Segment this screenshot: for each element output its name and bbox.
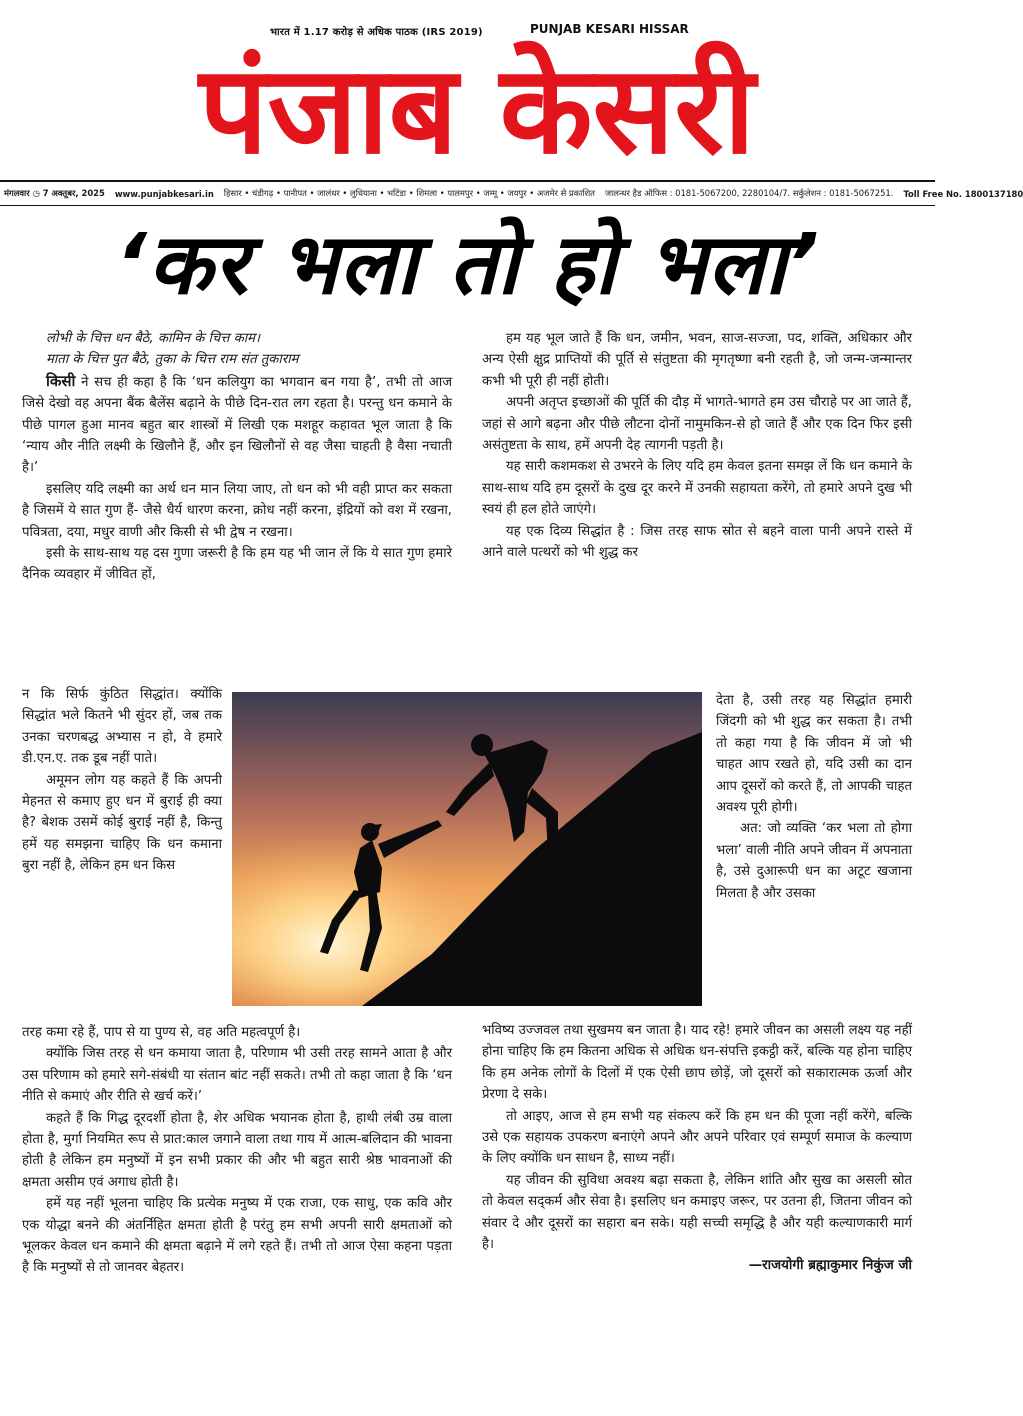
- paragraph-3: इसी के साथ-साथ यह दस गुणा जरूरी है कि हम यह भी जान लें कि ये सात गुण हमारे दैनिक व्यवहार में जीवित हों,: [22, 546, 452, 583]
- verse-line-1: लोभी के चित्त धन बैठे, कामिन के चित्त काम।: [46, 331, 261, 346]
- paragraph-7: हमें यह नहीं भूलना चाहिए कि प्रत्येक मनुष्य में एक राजा, एक साधु, एक कवि और एक योद्धा बनने की अंतर्निहित क्षमता होती है परंतु हम सभी अपनी सारी क्षमताओं को भूलकर केवल धन कमाने की क्षमता बढ़ाने में लगे रहते हैं। तभी तो आज ऐसा कहना पड़ता है कि मनुष्यों से तो जानवर बेहतर।: [22, 1196, 452, 1276]
- left-column-narrow: [22, 684, 222, 877]
- right-paragraph-4: यह एक दिव्य सिद्धांत है : जिस तरह साफ स्रोत से बहने वाला पानी अपने रास्ते में आने वाले पत्थरों को भी शुद्ध कर: [482, 523, 912, 561]
- right-paragraph-7: यह जीवन की सुविधा अवश्य बढ़ा सकता है, लेकिन शांति और सुख का असली स्रोत तो केवल सद्कर्म और सेवा है। इसलिए धन कमाइए जरूर, पर उतना ही, जितना जीवन को संवार दे और दूसरों का सहारा बन सके। यही सच्ची समृद्धि है और यही कल्याणकारी मार्ग है।: [482, 1172, 912, 1253]
- newspaper-logo: [196, 14, 760, 181]
- right-column-narrow: [716, 690, 912, 904]
- right-paragraph-2: अपनी अतृप्त इच्छाओं की पूर्ति की दौड़ में भागते-भागते हम उस चौराहे पर आ जाते हैं, जहां से आगे बढ़ना और पीछे लौटना दोनों नामुमकिन-से हो जाते हैं और एक दिन फिर इसी असंतुष्टता के साथ, हमें अपनी देह त्यागनी पड़ती है।: [482, 395, 912, 454]
- right-paragraph-6: तो आइए, आज से हम सभी यह संकल्प करें कि हम धन की पूजा नहीं करेंगे, बल्कि उसे एक सहायक उपकरण बनाएंगे अपने और अपने परिवार एवं सम्पूर्ण समाज के कल्याण के लिए क्योंकि धन साधन है, साध्य नहीं।: [482, 1108, 912, 1167]
- left-column-top: [22, 328, 452, 586]
- paragraph-5: क्योंकि जिस तरह से धन कमाया जाता है, परिणाम भी उसी तरह सामने आता है और उस परिणाम को हमारे सगे-संबंधी या संतान बांट नहीं सकते। तभी तो कहा जाता है कि ‘धन नीति से कमाएं और रीति से खर्च करें।’: [22, 1046, 452, 1105]
- publication-cities: हिसार • चंडीगढ़ • पानीपत • जालंधर • लुधियाना • भटिंडा • शिमला • पालमपुर • जम्मू • जयपुर • अजमेर से प्रकाशित: [223, 188, 595, 198]
- paragraph-6: कहते हैं कि गिद्ध दूरदर्शी होता है, शेर अधिक भयानक होता है, हाथी लंबी उम्र वाला होता है, मुर्गा नियमित रूप से प्रात:काल जगाने वाला तथा गाय में आत्म-बलिदान की भावना होती है लेकिन हम मनुष्यों में इन सभी प्रकार की और भी बहुत सारी श्रेष्ठ भावनाओं की क्षमता असीम एवं अगाध होती है।: [22, 1110, 452, 1190]
- website-link[interactable]: www.punjabkesari.in: [114, 188, 214, 199]
- article-photo: [232, 692, 702, 1006]
- paragraph-4b: तरह कमा रहे हैं, पाप से या पुण्य से, वह अति महत्वपूर्ण है।: [22, 1025, 301, 1040]
- lead-word: किसी: [46, 371, 76, 390]
- office-numbers: जालन्धर हैड ऑफिस : 0181-5067200, 2280104/7. सर्कुलेशन : 0181-5067251.: [604, 188, 894, 198]
- left-column-bottom: [22, 1022, 452, 1279]
- paragraph-1: [22, 371, 452, 479]
- masthead: [0, 0, 935, 180]
- logo-text: पंजाब केसरी: [197, 39, 760, 181]
- right-paragraph-5b: भविष्य उज्जवल तथा सुखमय बन जाता है। याद रहे! हमारे जीवन का असली लक्ष्य यह नहीं होना चाहिए कि हम कितना अधिक से अधिक धन-संपत्ति इकट्ठी करें, बल्कि यह होना चाहिए कि हम अनेक लोगों के दिलों में एक ऐसी छाप छोड़ें, जो दूसरों को सकारात्मक ऊर्जा और प्रेरणा दे सके।: [482, 1023, 912, 1103]
- article-headline: ‘कर भला तो हो भला’: [114, 215, 821, 313]
- dateline-bar: [0, 180, 1023, 206]
- verse-line-2: माता के चित्त पुत बैठे, तुका के चित्त राम संत तुकाराम: [46, 352, 299, 368]
- paragraph-3b: न कि सिर्फ कुंठित सिद्धांत। क्योंकि सिद्धांत भले कितने भी सुंदर हों, जब तक उनका चरणबद्ध अभ्यास न हो, वे हमारे डी.एन.ए. तक डूब नहीं पाते।: [22, 687, 222, 767]
- right-paragraph-4b: देता है, उसी तरह यह सिद्धांत हमारी जिंदगी को भी शुद्ध कर सकता है। तभी तो कहा गया है कि जीवन में जो भी चाहत आप रखते हो, यदि उसी का दान आप दूसरों को करते हैं, तो आपकी चाहत अवश्य पूरी होगी।: [716, 693, 912, 816]
- issue-date: मंगलवार ◷ 7 अक्तूबर, 2025: [4, 188, 105, 198]
- right-paragraph-1: हम यह भूल जाते हैं कि धन, जमीन, भवन, साज-सज्जा, पद, शक्ति, अधिकार और अन्य ऐसी क्षुद्र प्राप्तियों की पूर्ति से संतुष्टता की मृगतृष्णा बनी रहती है, जो जन्म-जन्मान्तर कभी भी पूरी ही नहीं होती।: [482, 331, 912, 389]
- edition-name: PUNJAB KESARI HISSAR: [530, 22, 689, 36]
- paragraph-2: इसलिए यदि लक्ष्मी का अर्थ धन मान लिया जाए, तो धन को भी वही प्राप्त कर सकता है जिसमें ये सात गुण हैं- जैसे धैर्य धारण करना, क्रोध नहीं करना, इंद्रियों को वश में रखना, पवित्रता, दया, मधुर वाणी और किसी से भी द्वेष न रखना।: [22, 481, 452, 540]
- author-signature: —राजयोगी ब्रह्माकुमार निकुंज जी: [748, 1257, 912, 1274]
- right-paragraph-5: अत: जो व्यक्ति ‘कर भला तो होगा भला’ वाली नीति अपने जीवन में अपनाता है, उसे दुआरूपी धन का अटूट खजाना मिलता है और उसका: [716, 821, 912, 901]
- right-column-bottom: [482, 1020, 912, 1277]
- paragraph-4: अमूमन लोग यह कहते हैं कि अपनी मेहनत से कमाए हुए धन में बुराई ही क्या है? बेशक उसमें कोई बुराई नहीं है, किन्तु हमें यह समझना चाहिए कि धन कमाना बुरा नहीं है, लेकिन हम धन किस: [22, 772, 222, 874]
- tollfree-number: Toll Free No. 1800137180: [903, 188, 1023, 199]
- right-column-top: [482, 328, 912, 563]
- readership-line: भारत में 1.17 करोड़ से अधिक पाठक (IRS 2019): [270, 27, 483, 38]
- right-paragraph-3: यह सारी कशमकश से उभरने के लिए यदि हम केवल इतना समझ लें कि धन कमाने के साथ-साथ यदि हम दूसरों के दुख दूर करने में उनकी सहायता करेंगे, तो हमारे अपने दुख भी स्वयं ही हल होते जाएंगे।: [482, 459, 912, 518]
- paragraph-1-text: ने सच ही कहा है कि ‘धन कलियुग का भगवान बन गया है’, तभी तो आज जिसे देखो वह अपना बैंक बैलेंस बढ़ाने के पीछे दिन-रात लग रहता है। परन्तु धन कमाने के पीछे पागल हुआ मानव बहुत बार शास्त्रों में लिखी एक मशहूर कहावत भूल जाता है कि ‘न्याय और नीति लक्ष्मी के खिलौने हैं, और इन खिलौनों से वह जैसा चाहती है वैसा नचाती है।’: [22, 374, 452, 476]
